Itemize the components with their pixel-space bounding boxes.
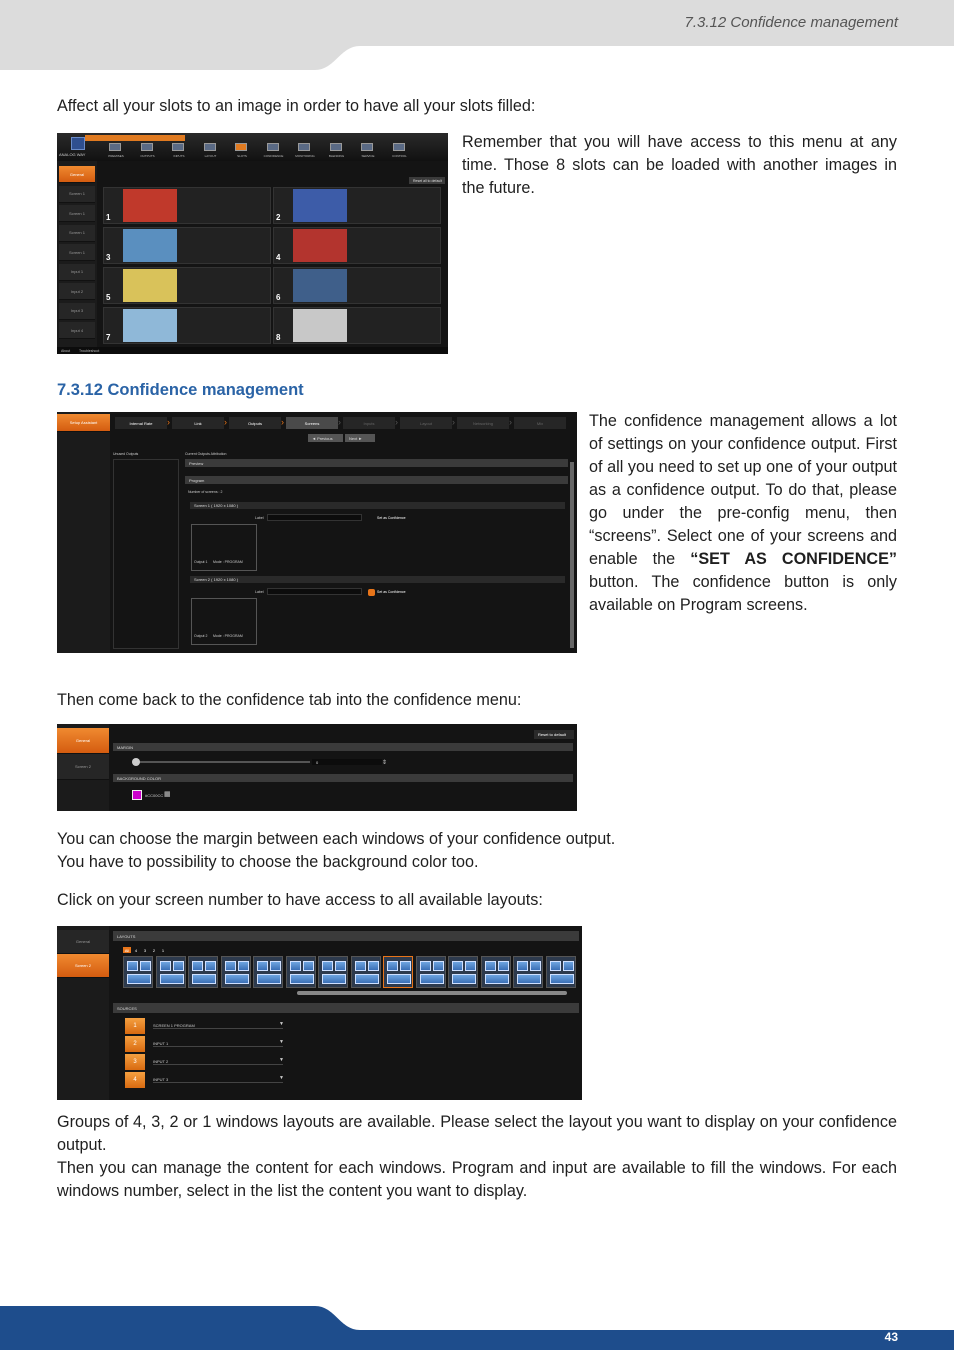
layout-cell (420, 974, 444, 984)
layout-cell (355, 974, 379, 984)
step-0[interactable]: Internal Rate (115, 417, 167, 429)
unused-outputs-label: Unused Outputs (113, 452, 139, 456)
layout-cell (257, 961, 268, 971)
color-value: #CC00CC (145, 793, 164, 798)
come-back-paragraph: Then come back to the confidence tab into the confidence menu: (57, 691, 522, 709)
layouts-section: LAYOUTS (113, 931, 579, 941)
layouts-scrollbar[interactable] (297, 991, 567, 995)
layout-cell (563, 961, 574, 971)
step-7[interactable]: Mix (514, 417, 566, 429)
tab-icon-9[interactable] (393, 143, 405, 151)
page-header-band (0, 0, 954, 70)
step-chevron-icon: › (452, 417, 455, 427)
background-color-section: BACKGROUND COLOR (113, 774, 573, 782)
tab-icon-0[interactable] (109, 143, 121, 151)
layout-cell (420, 961, 431, 971)
sources-section: SOURCES (113, 1003, 579, 1013)
tab-monitoring[interactable]: MONITORING (295, 154, 315, 158)
layout-cell (160, 974, 184, 984)
sidebar-item-2[interactable]: Screen 1 (59, 205, 95, 222)
tab-premises[interactable]: PREMISES (108, 154, 124, 158)
layout-filter-4[interactable]: 1 (161, 947, 165, 953)
step-chevron-icon: › (224, 417, 227, 427)
margin-paragraph-1: You can choose the margin between each windows of your confidence output. (57, 830, 616, 848)
page-number: 43 (884, 1330, 898, 1344)
layout-cell (257, 974, 281, 984)
layout-cell (290, 974, 314, 984)
general-tab[interactable]: General (57, 728, 109, 754)
screen2-tab[interactable]: Screen 2 (57, 954, 109, 978)
screen1-label-input[interactable] (267, 514, 362, 521)
section-heading: 7.3.12 Confidence management (57, 381, 304, 399)
step-chevron-icon: › (395, 417, 398, 427)
layout-cell (550, 974, 574, 984)
setup-sidebar (57, 412, 110, 653)
margin-stepper-icon[interactable]: ⇕ (382, 760, 388, 766)
screen1-output: Output 1 (194, 560, 208, 564)
step-5[interactable]: Layout (400, 417, 452, 429)
tab-icon-3[interactable] (204, 143, 216, 151)
tab-inputs[interactable]: INPUTS (173, 154, 185, 158)
screen2-output: Output 2 (194, 634, 208, 638)
source-select-2[interactable]: INPUT 1 (153, 1041, 283, 1047)
source-number-3[interactable]: 3 (125, 1054, 145, 1070)
layout-cell (225, 974, 249, 984)
confidence-sidebar (57, 724, 109, 811)
previous-button[interactable]: ◄ Previous (308, 434, 343, 442)
layout-cell (270, 961, 281, 971)
layouts-screenshot (57, 926, 582, 1100)
screen2-label-text: Label (255, 590, 264, 594)
tab-outputs[interactable]: OUTPUTS (140, 154, 155, 158)
slot-number-8: 8 (276, 333, 281, 342)
reset-all-button[interactable]: Reset all to default (409, 177, 445, 184)
screen2-label-input[interactable] (267, 588, 362, 595)
layout-option-2[interactable] (188, 956, 218, 988)
layout-cell (192, 974, 216, 984)
layout-cell (452, 974, 476, 984)
layout-cell (335, 961, 346, 971)
layout-cell (192, 961, 203, 971)
source-select-4[interactable]: INPUT 3 (153, 1077, 283, 1083)
step-4[interactable]: Inputs (343, 417, 395, 429)
layout-option-4[interactable] (253, 956, 283, 988)
tab-blending[interactable]: BLENDING (328, 154, 345, 158)
margin-value-input[interactable]: 0 (312, 759, 382, 765)
step-chevron-icon: › (167, 417, 170, 427)
tab-icon-7[interactable] (330, 143, 342, 151)
screen1-label-text: Label (255, 516, 264, 520)
layout-cell (355, 961, 366, 971)
confidence-toggle-icon[interactable] (368, 589, 375, 596)
manage-paragraph: Then you can manage the content for each windows. Program and input are available to fill the windows. For each windows number, select in the list the content you want to display. (57, 1159, 897, 1200)
layout-cell (498, 961, 509, 971)
layout-cell (433, 961, 444, 971)
layout-cell (368, 961, 379, 971)
layout-cell (290, 961, 301, 971)
conf-text-1: The confidence management allows a lot of settings on your confidence output. First of all you need to set up one of your output as a confidence output. To do that, please go under the pre-config menu, then “screens”. Select one of your screens and enable the (589, 412, 897, 568)
tab-icon-8[interactable] (361, 143, 373, 151)
next-button[interactable]: Next ► (345, 434, 375, 442)
layout-cell (127, 974, 151, 984)
sidebar-item-5[interactable]: Input 1 (59, 264, 95, 281)
slots-sidebar (57, 161, 97, 347)
troubleshoot-link[interactable]: Troubleshoot (79, 349, 100, 353)
slot-number-1: 1 (106, 213, 111, 222)
layout-cell (238, 961, 249, 971)
layout-cell (465, 961, 476, 971)
tab-icon-4[interactable] (235, 143, 247, 151)
sidebar-item-4[interactable]: Screen 1 (59, 244, 95, 261)
tab-slots[interactable]: SLOTS (237, 154, 247, 158)
intro-paragraph: Affect all your slots to an image in order to have all your slots filled: (57, 97, 536, 115)
slot-thumbnail-6 (293, 269, 347, 302)
reset-to-default-button[interactable]: Reset to default (534, 730, 574, 739)
color-swatch[interactable] (132, 790, 142, 800)
step-6[interactable]: Networking (457, 417, 509, 429)
color-picker-icon[interactable]: ▦ (164, 791, 171, 798)
layout-option-9[interactable] (416, 956, 446, 988)
chevron-down-icon[interactable]: ▼ (279, 1021, 284, 1027)
slot-number-3: 3 (106, 253, 111, 262)
source-select-1[interactable]: SCREEN 1 PROGRAM (153, 1023, 283, 1029)
layout-option-3[interactable] (221, 956, 251, 988)
layout-cell (173, 961, 184, 971)
margin-slider-handle[interactable] (132, 758, 140, 766)
layout-cell (387, 974, 411, 984)
layout-cell (322, 974, 346, 984)
layout-option-1[interactable] (156, 956, 186, 988)
layout-option-11[interactable] (481, 956, 511, 988)
tab-service[interactable]: SERVICE (361, 154, 375, 158)
margin-section: MARGIN (113, 743, 573, 751)
layout-filter-2[interactable]: 3 (143, 947, 147, 953)
slot-thumbnail-3 (123, 229, 177, 262)
layout-cell (127, 961, 138, 971)
program-section[interactable]: Program (185, 476, 568, 484)
tab-icon-6[interactable] (298, 143, 310, 151)
layout-cell (205, 961, 216, 971)
slot-thumbnail-1 (123, 189, 177, 222)
scrollbar[interactable] (570, 462, 574, 648)
layout-cell (140, 961, 151, 971)
slot-thumbnail-2 (293, 189, 347, 222)
screen2-mode: Mode : PROGRAM (213, 634, 243, 638)
tab-icon-2[interactable] (172, 143, 184, 151)
tab-confidence[interactable]: CONFIDENCE (263, 154, 284, 158)
number-of-screens[interactable]: Number of screens : 2 (188, 490, 223, 494)
layouts-sidebar (57, 926, 109, 1100)
sidebar-item-0[interactable]: General (59, 166, 95, 183)
general-tab[interactable]: General (57, 930, 109, 954)
layout-cell (303, 961, 314, 971)
conf-text-2: button. The confidence button is only available on Program screens. (589, 573, 897, 614)
slot-thumbnail-5 (123, 269, 177, 302)
slots-screenshot (57, 133, 448, 354)
layout-cell (400, 961, 411, 971)
confidence-paragraph (589, 410, 897, 617)
about-link[interactable]: About (61, 349, 71, 353)
layout-cell (485, 974, 509, 984)
screen2-header: Screen 2 ( 1920 x 1080 ) (190, 576, 565, 583)
layout-option-6[interactable] (318, 956, 348, 988)
slot-number-2: 2 (276, 213, 281, 222)
layout-cell (322, 961, 333, 971)
sidebar-item-8[interactable]: Input 4 (59, 322, 95, 339)
layout-option-5[interactable] (286, 956, 316, 988)
step-1[interactable]: Link (172, 417, 224, 429)
layout-option-0[interactable] (123, 956, 153, 988)
layout-cell (225, 961, 236, 971)
click-screen-paragraph: Click on your screen number to have access to all available layouts: (57, 891, 543, 909)
current-attribution-label: Current Outputs Attribution (185, 452, 227, 456)
source-number-4[interactable]: 4 (125, 1072, 145, 1088)
layout-option-10[interactable] (448, 956, 478, 988)
layout-cell (387, 961, 398, 971)
sidebar-item-3[interactable]: Screen 1 (59, 225, 95, 242)
step-chevron-icon: › (281, 417, 284, 427)
slot-number-6: 6 (276, 293, 281, 302)
setup-assistant-screenshot (57, 412, 577, 653)
slot-thumbnail-4 (293, 229, 347, 262)
step-3[interactable]: Screens (286, 417, 338, 429)
step-2[interactable]: Outputs (229, 417, 281, 429)
source-number-1[interactable]: 1 (125, 1018, 145, 1034)
analog-way-logo (71, 137, 85, 150)
step-chevron-icon: › (338, 417, 341, 427)
layout-cell (160, 961, 171, 971)
layout-cell (517, 961, 528, 971)
page-footer-band (0, 1300, 954, 1350)
source-select-3[interactable]: INPUT 2 (153, 1059, 283, 1065)
chevron-down-icon[interactable]: ▼ (279, 1039, 284, 1045)
preview-section[interactable]: Preview (185, 459, 568, 467)
layout-filter-1[interactable]: 4 (134, 947, 138, 953)
slot-thumbnail-8 (293, 309, 347, 342)
margin-paragraph-2: You have to possibility to choose the background color too. (57, 853, 479, 871)
screen1-header: Screen 1 ( 1920 x 1080 ) (190, 502, 565, 509)
tab-icon-5[interactable] (267, 143, 279, 151)
chevron-down-icon[interactable]: ▼ (279, 1057, 284, 1063)
header-section-title: 7.3.12 Confidence management (684, 14, 898, 31)
layout-cell (550, 961, 561, 971)
layout-filter-3[interactable]: 2 (152, 947, 156, 953)
tab-layout[interactable]: LAYOUT (204, 154, 217, 158)
tab-control[interactable]: CONTROL (392, 154, 407, 158)
sidebar-item-6[interactable]: Input 2 (59, 283, 95, 300)
layout-cell (530, 961, 541, 971)
slot-thumbnail-7 (123, 309, 177, 342)
layout-option-8[interactable] (383, 956, 413, 988)
sidebar-item-7[interactable]: Input 3 (59, 303, 95, 320)
screen1-mode: Mode : PROGRAM (213, 560, 243, 564)
chevron-down-icon[interactable]: ▼ (279, 1075, 284, 1081)
screen2-tab[interactable]: Screen 2 (57, 754, 109, 780)
layout-cell (452, 961, 463, 971)
step-chevron-icon: › (509, 417, 512, 427)
layout-cell (517, 974, 541, 984)
setup-assistant-tab[interactable]: Setup Assistant (57, 414, 110, 432)
sidebar-item-1[interactable]: Screen 1 (59, 186, 95, 203)
layout-cell (485, 961, 496, 971)
source-number-2[interactable]: 2 (125, 1036, 145, 1052)
screen1-set-confidence-button[interactable]: Set as Confidence (377, 516, 406, 520)
conf-text-bold: “SET AS CONFIDENCE” (690, 550, 897, 568)
slot-number-4: 4 (276, 253, 281, 262)
layout-option-7[interactable] (351, 956, 381, 988)
groups-paragraph: Groups of 4, 3, 2 or 1 windows layouts are available. Please select the layout you want to display on your confidence output. (57, 1113, 897, 1154)
screen2-set-confidence-button[interactable]: Set as Confidence (377, 590, 406, 594)
layout-option-12[interactable] (513, 956, 543, 988)
confidence-menu-screenshot (57, 724, 577, 811)
tab-icon-1[interactable] (141, 143, 153, 151)
layout-option-13[interactable] (546, 956, 576, 988)
brand-name: ANALOG WAY (59, 152, 86, 157)
slot-number-5: 5 (106, 293, 111, 302)
slot-number-7: 7 (106, 333, 111, 342)
layout-filter-0[interactable]: All (124, 947, 130, 953)
remember-paragraph: Remember that you will have access to this menu at any time. Those 8 slots can be loaded with another images in the future. (462, 133, 897, 197)
